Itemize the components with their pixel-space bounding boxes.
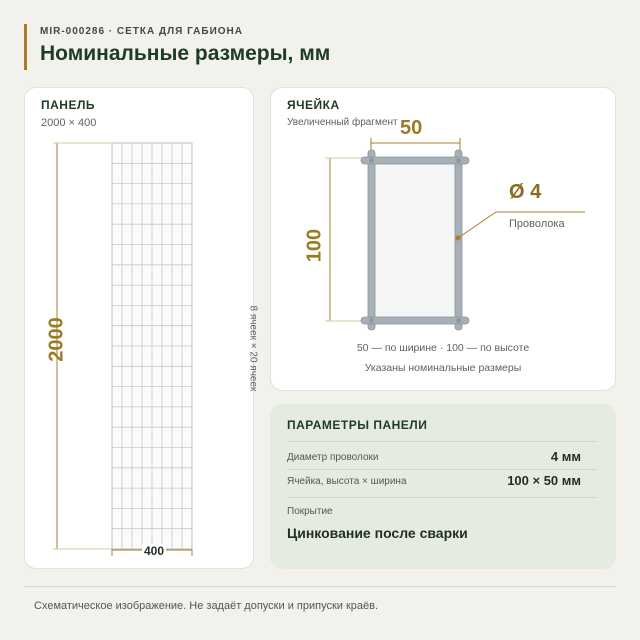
param-row-wire-diameter [287, 447, 581, 471]
sku-line: MIR-000286 · СЕТКА ДЛЯ ГАБИОНА [40, 26, 243, 37]
weld-node [456, 158, 461, 163]
footer-divider [24, 586, 616, 587]
param-label: Ячейка, высота × ширина [287, 476, 407, 487]
wire-caption: Проволока [509, 218, 565, 230]
cell-note-2: Указаны номинальные размеры [364, 362, 522, 374]
cell-note-1: 50 — по ширине · 100 — по высоте [356, 342, 530, 354]
panel-mesh [112, 143, 192, 549]
page-title: Номинальные размеры, мм [40, 42, 331, 65]
params-divider [287, 441, 597, 442]
params-card [270, 404, 616, 569]
coating-value: Цинкование после сварки [287, 525, 468, 541]
params-divider [287, 497, 597, 498]
panel-size-subtitle: 2000 × 400 [41, 117, 97, 129]
cell-card [270, 87, 616, 391]
panel-width-label: 400 [144, 544, 165, 558]
panel-card-title: ПАНЕЛЬ [41, 98, 96, 112]
weld-node [369, 318, 374, 323]
cell-left-wire [368, 150, 375, 330]
cell-card-title: ЯЧЕЙКА [287, 98, 340, 112]
param-value: 4 мм [550, 449, 581, 464]
param-value: 100 × 50 мм [507, 473, 581, 488]
weld-node [456, 318, 461, 323]
wire-leader-dot [456, 236, 461, 241]
param-row-cell-size [287, 471, 581, 495]
header-accent-bar [24, 24, 27, 70]
coating-label: Покрытие [287, 506, 333, 517]
panel-card [24, 87, 259, 569]
cell-height-label: 100 [303, 228, 326, 263]
param-label: Диаметр проволоки [287, 452, 379, 463]
wire-leader-line [458, 212, 496, 238]
cell-subtitle: Увеличенный фрагмент [287, 117, 398, 128]
cell-bottom-wire [361, 317, 469, 324]
weld-node [369, 158, 374, 163]
panel-grid-note: 8 ячеек × 20 ячеек [247, 305, 259, 392]
wire-diameter-label: Ø 4 [509, 181, 542, 203]
params-divider [287, 469, 597, 470]
cell-interior [375, 164, 455, 317]
params-card-title: ПАРАМЕТРЫ ПАНЕЛИ [287, 418, 428, 432]
cell-top-wire [361, 157, 469, 164]
panel-height-label: 2000 [45, 317, 68, 362]
footer-note: Схематическое изображение. Не задаёт допуски и припуски краёв. [34, 600, 379, 612]
cell-width-label: 50 [400, 117, 423, 139]
